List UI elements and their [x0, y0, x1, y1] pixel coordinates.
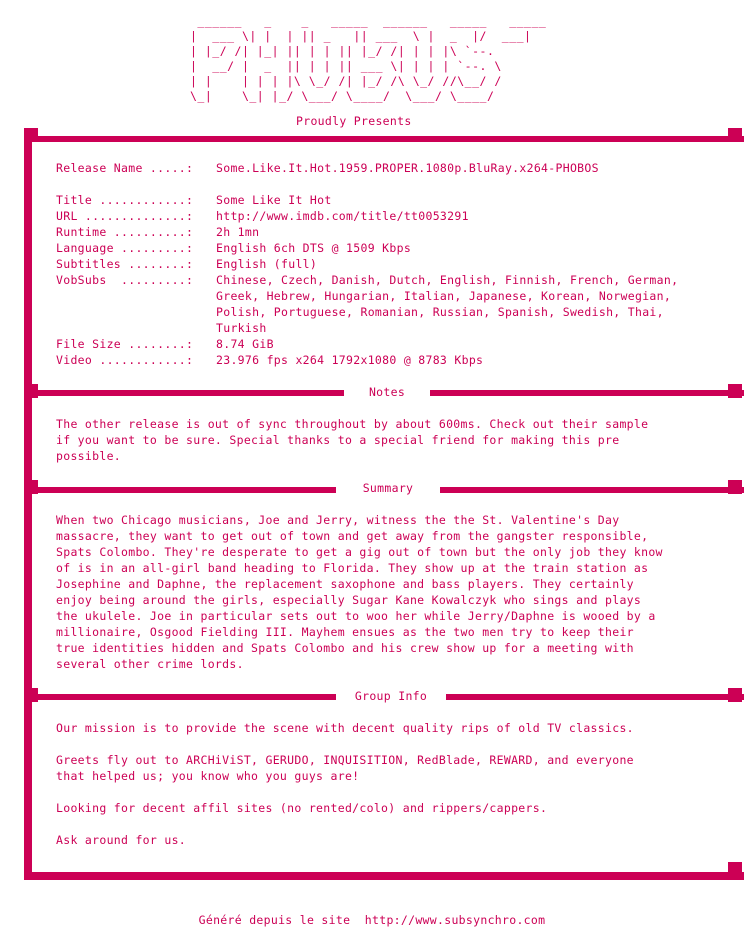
release-row-key	[56, 176, 216, 192]
text-line: Josephine and Daphne, the replacement saxophone and bass players. They certainly	[56, 577, 634, 591]
text-line: of is in an all-girl band heading to Florida. They show up at the train station as	[56, 561, 649, 575]
release-row-key: Title ............:	[56, 193, 194, 207]
release-info	[56, 160, 678, 368]
release-row	[56, 336, 678, 352]
summary-divider-corner-left	[24, 480, 38, 494]
release-row	[56, 352, 678, 368]
text-line: that helped us; you know who you guys are!	[56, 769, 360, 783]
text-line: Looking for decent affil sites (no rented/colo) and rippers/cappers.	[56, 801, 548, 815]
group-info-title: Group Info	[336, 688, 446, 706]
group-info-body	[56, 720, 634, 848]
text-line: Our mission is to provide the scene with decent quality rips of old TV classics.	[56, 721, 634, 735]
text-line: Ask around for us.	[56, 833, 187, 847]
summary-divider-corner-right	[728, 480, 742, 494]
group-info-divider-corner-right	[728, 688, 742, 702]
release-row-value: Turkish	[216, 321, 267, 335]
text-line: true identities hidden and Spats Colombo and his crew show up for a meeting with	[56, 641, 634, 655]
text-line: if you want to be sure. Special thanks to a special friend for making this pre	[56, 433, 620, 447]
summary-body	[56, 512, 663, 672]
text-line: Spats Colombo. They're desperate to get a gig out of town but the only job they know	[56, 545, 663, 559]
text-line: possible.	[56, 449, 122, 463]
footer-source: Généré depuis le site http://www.subsynchro.com	[198, 913, 546, 927]
text-line: millionaire, Osgood Fielding III. Mayhem ensues as the two men try to keep their	[56, 625, 634, 639]
release-row-value: http://www.imdb.com/title/tt0053291	[216, 209, 469, 223]
text-line: several other crime lords.	[56, 657, 244, 671]
summary-title: Summary	[336, 480, 440, 498]
text-line: enjoy being around the girls, especially Sugar Kane Kowalczyk who sings and plays	[56, 593, 642, 607]
presents-text: Proudly Presents	[296, 114, 412, 128]
frame-left-bar	[24, 136, 32, 880]
release-row	[56, 224, 678, 240]
text-line: massacre, they want to get out of town and get away from the gangster responsible,	[56, 529, 649, 543]
ascii-logo: ______ _ _ _____ ______ _____ _____ | ___ \| | | || _ || ___ \ | _ |/ ___| | |_/ /| |_| || | | || |_/ /| | | |\ `--. | __/ | _ || | | || ___ \| | | | `--. \ | | | | | |\ \_/ /| |_/ /\ \_/ //\__/ / \_| \_| |_/ \___/ \____/ \___/ \____/	[190, 14, 547, 103]
notes-divider-corner-right	[728, 384, 742, 398]
release-row-key	[56, 320, 216, 336]
release-row	[56, 288, 678, 304]
release-row-key	[56, 304, 216, 320]
release-row-value: English (full)	[216, 257, 318, 271]
release-row-value: Greek, Hebrew, Hungarian, Italian, Japanese, Korean, Norwegian,	[216, 289, 672, 303]
release-row-value: Chinese, Czech, Danish, Dutch, English, Finnish, French, German,	[216, 273, 679, 287]
text-line: the ukulele. Joe in particular sets out to woo her while Jerry/Daphne is wooed by a	[56, 609, 656, 623]
frame-bottom-bar	[24, 872, 744, 880]
release-row-key: Release Name .....:	[56, 161, 194, 175]
notes-title: Notes	[344, 384, 430, 402]
release-row-key: File Size ........:	[56, 337, 194, 351]
release-row	[56, 272, 678, 288]
frame-top-bar	[24, 136, 744, 142]
text-line: The other release is out of sync throughout by about 600ms. Check out their sample	[56, 417, 649, 431]
release-row-value: Some Like It Hot	[216, 193, 332, 207]
release-row	[56, 192, 678, 208]
release-row	[56, 256, 678, 272]
frame-corner-bottom-right	[728, 862, 742, 876]
release-row-value: 2h 1mn	[216, 225, 260, 239]
release-row-key: Subtitles ........:	[56, 257, 194, 271]
release-row	[56, 320, 678, 336]
release-row	[56, 208, 678, 224]
release-row-key: Video ............:	[56, 353, 194, 367]
notes-divider-corner-left	[24, 384, 38, 398]
release-row-key: VobSubs .........:	[56, 273, 194, 287]
release-row-value: 23.976 fps x264 1792x1080 @ 8783 Kbps	[216, 353, 484, 367]
text-line: Greets fly out to ARCHiViST, GERUDO, INQUISITION, RedBlade, REWARD, and everyone	[56, 753, 634, 767]
text-line	[56, 784, 634, 800]
release-row-key	[56, 288, 216, 304]
release-row-value: Some.Like.It.Hot.1959.PROPER.1080p.BluRay.x264-PHOBOS	[216, 161, 599, 175]
release-row-value: Polish, Portuguese, Romanian, Russian, Spanish, Swedish, Thai,	[216, 305, 664, 319]
release-row	[56, 160, 678, 176]
release-row-key: URL ..............:	[56, 209, 194, 223]
release-row-key: Language .........:	[56, 241, 194, 255]
text-line	[56, 736, 634, 752]
release-row-key: Runtime ..........:	[56, 225, 194, 239]
release-row-value: 8.74 GiB	[216, 337, 274, 351]
text-line: When two Chicago musicians, Joe and Jerry, witness the the St. Valentine's Day	[56, 513, 620, 527]
release-row	[56, 240, 678, 256]
release-row	[56, 304, 678, 320]
group-info-divider-corner-left	[24, 688, 38, 702]
release-row-value: English 6ch DTS @ 1509 Kbps	[216, 241, 412, 255]
frame-corner-top-right	[728, 128, 742, 142]
notes-body	[56, 416, 648, 464]
text-line	[56, 816, 634, 832]
release-row	[56, 176, 678, 192]
